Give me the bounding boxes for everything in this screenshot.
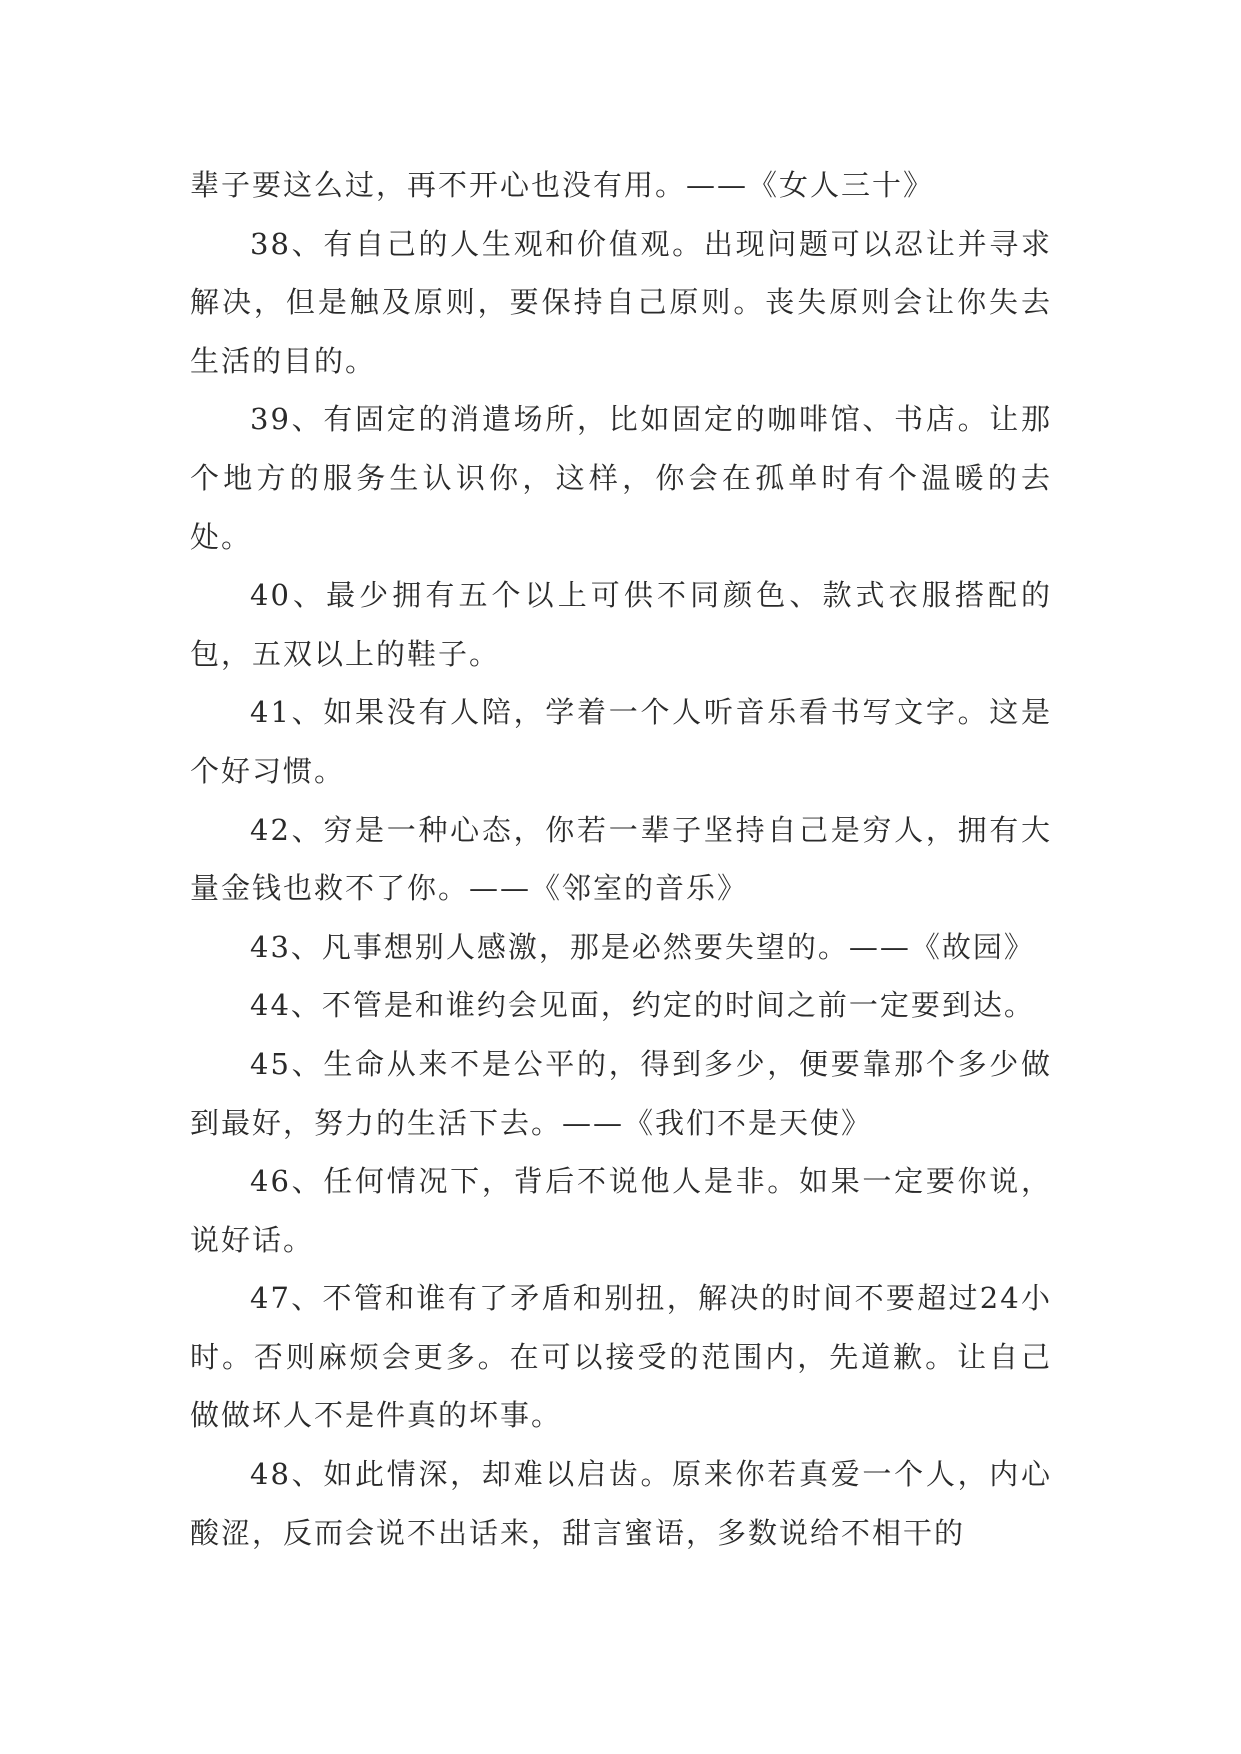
paragraph-40: 40、最少拥有五个以上可供不同颜色、款式衣服搭配的包，五双以上的鞋子。 bbox=[190, 578, 1052, 671]
paragraph-38: 38、有自己的人生观和价值观。出现问题可以忍让并寻求解决，但是触及原则，要保持自己原则。丧失原则会让你失去生活的目的。 bbox=[190, 226, 1052, 378]
paragraph-44: 44、不管是和谁约会见面，约定的时间之前一定要到达。 bbox=[250, 988, 1035, 1023]
paragraph-39: 39、有固定的消遣场所，比如固定的咖啡馆、书店。让那个地方的服务生认识你，这样，你会在孤单时有个温暖的去处。 bbox=[190, 402, 1052, 554]
paragraph-45: 45、生命从来不是公平的，得到多少，便要靠那个多少做到最好，努力的生活下去。——《我们不是天使》 bbox=[190, 1046, 1052, 1140]
paragraph-47: 47、不管和谁有了矛盾和别扭，解决的时间不要超过24小时。否则麻烦会更多。在可以接受的范围内，先道歉。让自己做做坏人不是件真的坏事。 bbox=[190, 1281, 1052, 1433]
paragraph-46: 46、任何情况下，背后不说他人是非。如果一定要你说，说好话。 bbox=[190, 1164, 1052, 1257]
paragraph-continuation: 辈子要这么过，再不开心也没有用。——《女人三十》 bbox=[190, 168, 935, 202]
document-body bbox=[190, 156, 1052, 1562]
paragraph-48: 48、如此情深，却难以启齿。原来你若真爱一个人，内心酸涩，反而会说不出话来，甜言蜜语，多数说给不相干的 bbox=[190, 1457, 1052, 1550]
paragraph-41: 41、如果没有人陪，学着一个人听音乐看书写文字。这是个好习惯。 bbox=[190, 695, 1052, 788]
paragraph-42: 42、穷是一种心态，你若一辈子坚持自己是穷人，拥有大量金钱也救不了你。——《邻室的音乐》 bbox=[190, 812, 1052, 906]
paragraph-43: 43、凡事想别人感激，那是必然要失望的。——《故园》 bbox=[250, 929, 1035, 964]
